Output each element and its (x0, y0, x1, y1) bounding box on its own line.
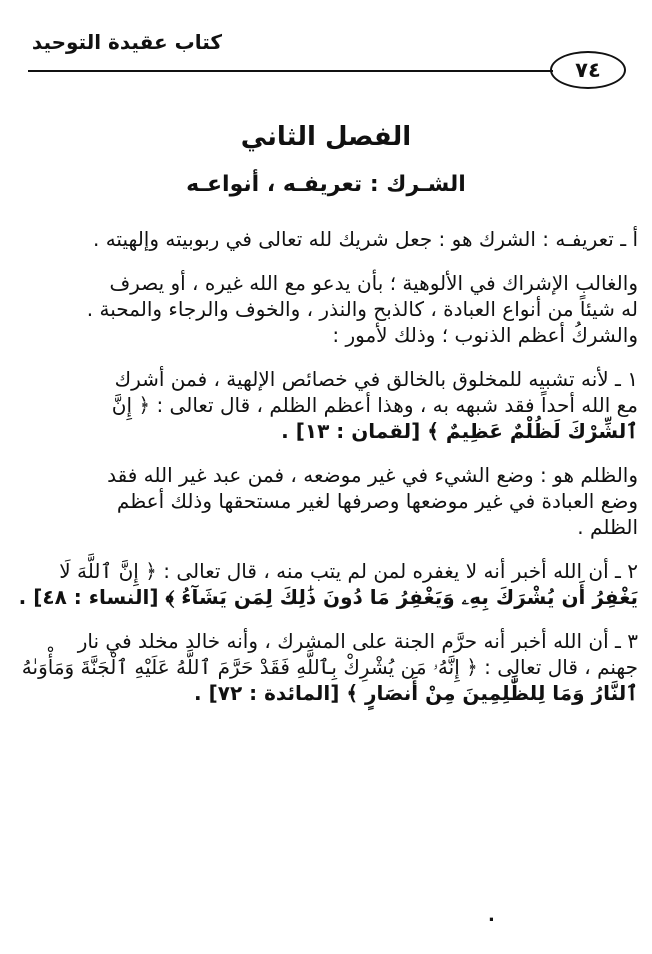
paragraph-line: له شيئاً من أنواع العبادة ، كالذبح والنذر ، والخوف والرجاء والمحبة . (86, 297, 638, 321)
quran-verse-line: يَغْفِرُ أَن يُشْرَكَ بِهِۦ وَيَغْفِرُ مَا دُونَ ذَٰلِكَ لِمَن يَشَآءُ ﴾ [النساء : ٤٨] . (18, 585, 638, 609)
paragraph-line: وضع العبادة في غير موضعها وصرفها لغير مستحقها وذلك أعظم (116, 489, 638, 513)
paragraph-line: والغالب الإشراك في الألوهية ؛ بأن يدعو مع الله غيره ، أو يصرف (109, 271, 638, 295)
point-2-line: ٢ ـ أن الله أخبر أنه لا يغفره لمن لم يتب منه ، قال تعالى : ﴿ إِنَّ ٱللَّهَ لَا (59, 559, 638, 583)
paragraph-line: والشركُ أعظم الذنوب ؛ وذلك لأمور : (332, 323, 638, 347)
definition-line: أ ـ تعريفـه : الشرك هو : جعل شريك لله تعالى في ربوبيته وإلهيته . (92, 227, 638, 251)
point-1-line: ١ ـ لأنه تشبيه للمخلوق بالخالق في خصائص الإلهية ، فمن أشرك (114, 367, 638, 391)
footer-mark: . (488, 905, 495, 926)
header-rule (28, 70, 553, 72)
book-title: كتاب عقيدة التوحيد (31, 30, 222, 54)
page-number: ٧٤ (550, 51, 626, 89)
point-3-line: جهنم ، قال تعالى : ﴿ إِنَّهُۥ مَن يُشْرِكْ بِٱللَّهِ فَقَدْ حَرَّمَ ٱللَّهُ عَلَيْهِ ٱلْجَنَّةَ وَمَأْوَىٰهُ (21, 655, 638, 679)
section-title: الشـرك : تعريفـه ، أنواعـه (186, 172, 466, 197)
paragraph-line: الظلم . (577, 515, 638, 539)
chapter-title: الفصل الثاني (240, 122, 412, 152)
point-1-line: مع الله أحداً فقد شبهه به ، وهذا أعظم الظلم ، قال تعالى : ﴿ إِنَّ (111, 393, 638, 417)
body-text (18, 226, 638, 706)
page-header (0, 0, 652, 86)
quran-verse-line: ٱلشِّرْكَ لَظُلْمٌ عَظِيمٌ ﴾ [لقمان : ١٣] . (281, 419, 638, 443)
paragraph-line: والظلم هو : وضع الشيء في غير موضعه ، فمن عبد غير الله فقد (107, 463, 638, 487)
point-3-line: ٣ ـ أن الله أخبر أنه حرَّم الجنة على المشرك ، وأنه خالد مخلد في نار (77, 629, 638, 653)
quran-verse-line: ٱلنَّارُ وَمَا لِلظَّٰلِمِينَ مِنْ أَنصَارٍ ﴾ [المائدة : ٧٢] . (194, 681, 638, 705)
